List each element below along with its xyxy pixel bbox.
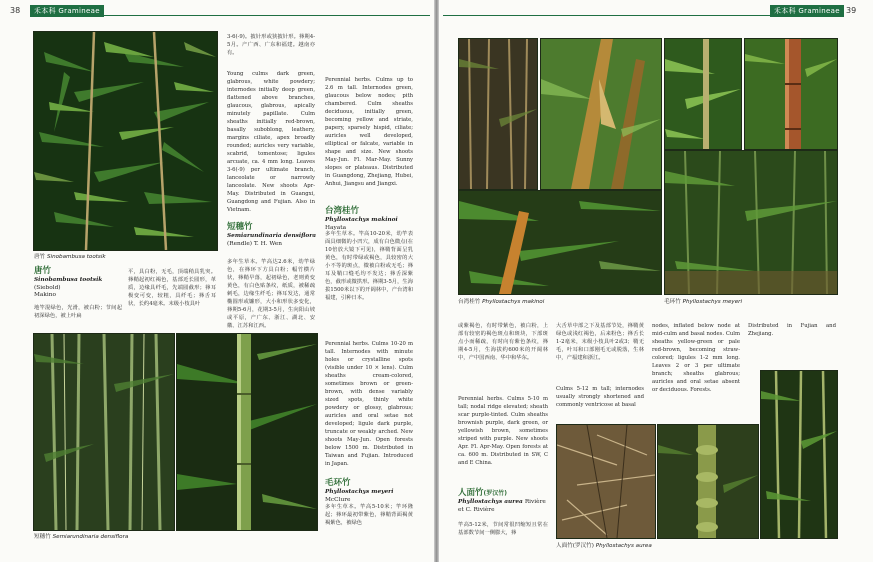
desc-tootsik-cn-1: 地竿混绿色，光滑，被白粉；节间起初深绿色，被上叶扁: [34, 305, 122, 319]
photo-aurea-grove: [760, 370, 838, 539]
species-latin-name: Phyllostachys aurea: [458, 499, 523, 505]
caption-latin: Phyllostachys makinoi: [482, 299, 545, 305]
species-author: (Siebold): [34, 284, 61, 291]
page-number: 39: [846, 6, 857, 15]
desc-makinoi-en: Perennial herbs. Culms 10-20 m tall. Internodes with minute holes or crystalline spots (visible under 10 × lens). Culm sheaths cream-colored, sometimes brown or green-brown, with dense variably sized spots, thinly white powdery or glossy, glabrous; auricles and oral setae not developed; ligule dark purple, truncate or weakly arched. New shoots May-Jun. Open forests below 1500 m. Distributed in Taiwan and Fujian. Introduced in Japan.: [325, 341, 413, 467]
desc-aurea-cn-2: 大舌草中部之下及基部节处，箨鞘黄绿色或浅红褐色，后来粉色；箨舌长1-2毫米，末级小枝具叶2或3；鞘无毛，叶耳和口部刚毛无或脱落，生林中，产福建和浙江。: [556, 323, 644, 361]
caption-aurea: [556, 541, 652, 549]
photo-sinobambusa-tootsik: [33, 31, 218, 251]
species-heading-tootsik: [34, 266, 124, 300]
caption-cn: 台湾桂竹: [458, 299, 481, 305]
desc-densiflora-cn: 多年生草本。竿高达2.6米，幼竿绿色，在箨环下方具白粉；幅竹横片状，箨鞘早落，起初绿色，老则黄变黄色，有白色贴条纹，纸质，被稀疏刺毛，边缘生纤毛；箨耳发达，通常椭圆形或镰形，大小和形状多变化，箨期5-6月，花期3-5月，生向阳山坡或平原，产广东、浙江、湖北、安徽、江苏和江西。: [227, 259, 315, 329]
photo-meyeri-leaves: [664, 38, 742, 150]
photo-makinoi-culms: [458, 38, 538, 190]
species-author-cont: Makino: [34, 292, 56, 298]
species-author: Hayata: [325, 224, 347, 231]
desc-meyeri-cn-cont: 或紫褐色，有时带紫色，被白粉，上部有较密的褐色斑点和斑块，下部斑点小而稀疏，有时向有紫色条纹，箨期4-5月，生海拔约600米的开阔林中，产中国西南、华中和华东。: [458, 323, 548, 361]
desc-tootsik-cn-3: 3-6(-9)。披针形或狭披针形。箨期4-5月。产广西、广东和福建。越南亦有。: [227, 34, 315, 56]
caption-makinoi: [458, 297, 544, 305]
caption-densiflora: [34, 532, 128, 540]
species-latin-name: Phyllostachys meyeri: [325, 489, 394, 495]
photo-aurea-litter: [556, 424, 656, 539]
caption-latin: Semiarundinaria densiflora: [52, 534, 129, 540]
species-cn-name: 短穗竹: [227, 222, 253, 232]
desc-meyeri-en: Perennial herbs. Culms 5-10 m tall; nodal ridge elevated; sheath scar purple-tinted. Culm sheaths brownish purple, dark green, or yellowish brown, sometimes striped with purple. New shoots Apr. Fl. Apr-May. Open forests at ca. 600 m. Distributed in SW, C and E China.: [458, 396, 548, 466]
caption-cn: 唐竹: [34, 254, 46, 260]
species-author-cont: et C. Rivière: [458, 506, 495, 513]
photo-meyeri-stand: [664, 150, 838, 295]
species-author: Rivière: [524, 499, 546, 505]
desc-aurea-en-1: Culms 5-12 m tall; internodes usually strongly shortened and commonly ventricose at basal: [556, 386, 644, 408]
caption-cn: 短穗竹: [34, 534, 51, 540]
desc-densiflora-en: Perennial herbs. Culms up to 2.6 m tall. Internodes green, glaucous below nodes; pith chambered. Culm sheaths deciduous, initially green, becoming yellow and striate, papery, sparsely hispid, ciliate; auricles well developed, elliptical or falcate, variable in shape and size. New shoots May-Jun. Fl. Mar-May. Sunny slopes or plateaus. Distributed in Guangdong, Zhejiang, Hubei, Anhui, Jiangsu and Jiangxi.: [325, 77, 413, 187]
species-author: McClure: [325, 496, 351, 503]
species-heading-makinoi: [325, 206, 420, 232]
page-number: 38: [10, 6, 21, 15]
caption-sinobambusa: [34, 252, 106, 260]
desc-tootsik-en: Young culms dark green, glabrous, white powdery; internodes initially deep green, flattened above branches, glaucous, glabrous, apically minutely papillate. Culm sheaths initially red-brown, basally suboblong, leathery, margins ciliate, apex broadly rounded; auricles very variable, scabrid, tomentose; ligules arcuate, ca. 4 mm long. Leaves 3-6(-9) per ultimate branch, lanceolate or narrowly lanceolate. New shoots Apr-May. Distributed in Guangxi, Guangdong and Fujian. Also in Vietnam.: [227, 71, 315, 213]
desc-aurea-en-3: Distributed in Fujian and Zhejiang.: [748, 323, 836, 337]
desc-tootsik-cn-2: 平，具白粉，无毛，顶端稍具乳突。箨鞘起初红褐色，基部近长圆形，革质，边缘具纤毛，先端圆截形；箨耳极变可变，较粗，具纤毛；箨舌耳状，长约4毫米。末级小枝具叶: [128, 269, 216, 307]
family-header: 禾本科 Gramineae: [770, 5, 844, 17]
species-latin-name: Phyllostachys makinoi: [325, 217, 398, 223]
desc-aurea-en-2: nodes, inflated below node at mid-culm and basal nodes. Culm sheaths yellow-green or pale red-brown, becoming straw-colored; ligules 1-2 mm long. Leaves 2 or 3 per ultimate branch; sheaths glabrous; auricles and oral setae absent or deciduous. Forests.: [652, 323, 740, 393]
species-heading-meyeri: [325, 478, 420, 504]
desc-meyeri-cn: 多年生草本。竿高5-10米；竿环隆起；箨环最初带紫色，箨鞘背面褐黄褐紫色，被绿色: [325, 504, 413, 526]
photo-densiflora-grove: [33, 333, 175, 531]
species-latin-name: Semiarundinaria densiflora: [227, 233, 317, 239]
photo-meyeri-culm: [744, 38, 838, 150]
left-page: [0, 0, 434, 562]
right-page: [439, 0, 873, 562]
caption-meyeri: [664, 297, 742, 305]
photo-makinoi-shoot: [540, 38, 662, 190]
photo-makinoi-forest: [458, 190, 662, 295]
caption-latin: Phyllostachys aurea: [595, 543, 652, 549]
species-cn-alt: (罗汉竹): [483, 490, 508, 497]
caption-cn: 人面竹(罗汉竹): [556, 543, 594, 549]
species-cn-name: 唐竹: [34, 266, 52, 276]
photo-densiflora-closeup: [176, 333, 318, 531]
species-cn-name: 毛环竹: [325, 478, 351, 488]
caption-cn: 毛环竹: [664, 299, 681, 305]
desc-makinoi-cn: 多年生草本。竿高10-20米，幼竿表面具细微的小凹穴，成有白色微点(在10倍放大镜下可见)，箨鞘背面呈乳黄色，有时带绿或褐色，具较密的大小不等的斑点，微被白粉或无毛；箨耳及鞘口缝毛均不发达；箨舌深紫色，截形或微拱形。箨期3-5月，生海拔1500米以下的开阔林中，产台湾和福建，引种日本。: [325, 231, 413, 301]
caption-latin: Sinobambusa tootsik: [46, 254, 106, 260]
header-rule: [30, 15, 430, 16]
photo-aurea-nodes: [657, 424, 759, 539]
species-cn-name: 台湾桂竹: [325, 206, 360, 216]
family-header: 禾本科 Gramineae: [30, 5, 104, 17]
species-heading-aurea: [458, 488, 553, 514]
species-cn-name: 人面竹: [458, 488, 484, 498]
caption-latin: Phyllostachys meyeri: [682, 299, 742, 305]
desc-aurea-cn-1: 竿高5-12米，节间常很凹缩短且常在基部数节间一侧膨大，箨: [458, 522, 548, 536]
species-author: (Rendle) T. H. Wen: [227, 240, 282, 247]
species-heading-densiflora: [227, 222, 317, 248]
species-latin-name: Sinobambusa tootsik: [34, 277, 103, 283]
